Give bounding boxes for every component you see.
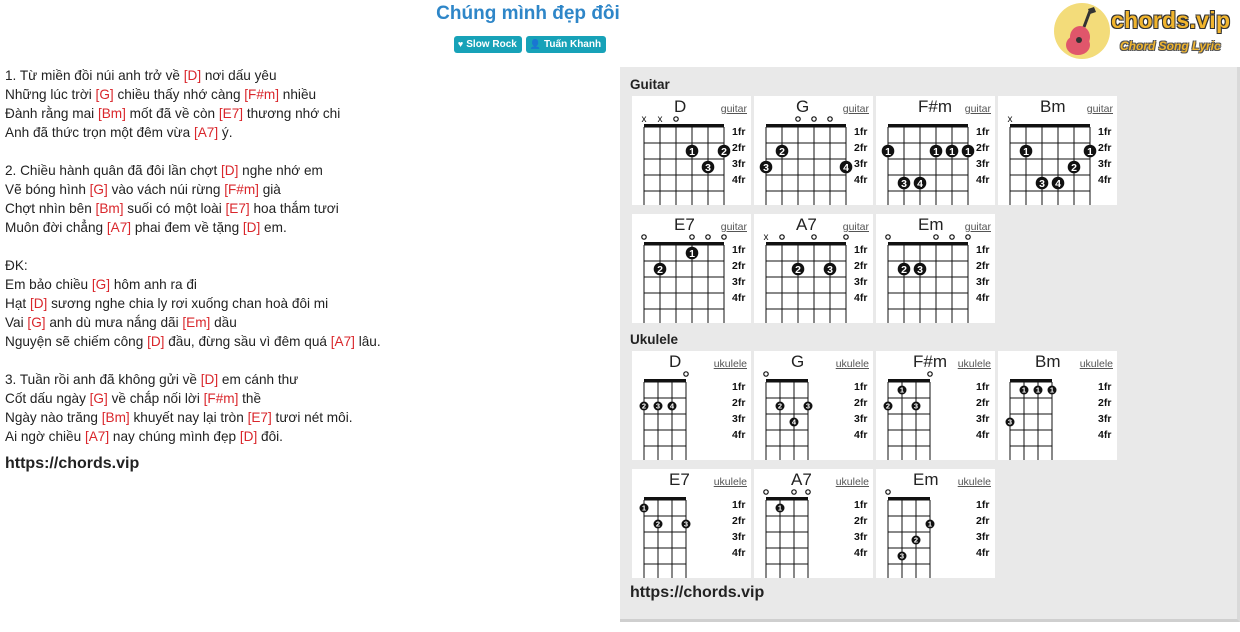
finger-number: 1: [1035, 385, 1041, 395]
finger-number: 3: [683, 519, 689, 529]
finger-number: 1: [1049, 385, 1055, 395]
fret-label: 3fr: [976, 276, 990, 288]
finger-number: 1: [885, 145, 891, 158]
fret-label: 1fr: [854, 381, 868, 393]
finger-number: 2: [641, 401, 647, 411]
chord-marker[interactable]: [D]: [221, 163, 239, 178]
muted-string-marker: x: [1007, 114, 1013, 125]
fretboard-diagram: [754, 351, 873, 460]
ukulele-link[interactable]: ukulele: [1079, 358, 1113, 370]
ukulele-chord-card[interactable]: [754, 351, 873, 460]
ukulele-chord-card[interactable]: [998, 351, 1117, 460]
finger-number: 3: [901, 177, 907, 190]
finger-number: 4: [791, 417, 797, 427]
muted-string-marker: x: [657, 114, 663, 125]
finger-number: 2: [655, 519, 661, 529]
finger-number: 1: [777, 503, 783, 513]
chord-name: E7: [674, 215, 695, 234]
chord-name: A7: [791, 470, 812, 489]
lyric-line: [5, 332, 605, 351]
fret-label: 4fr: [854, 292, 868, 304]
fret-label: 4fr: [976, 429, 990, 441]
lyric-text: Đành rằng mai: [5, 106, 98, 121]
open-string-marker: [812, 117, 816, 121]
lyric-text: phai đem về tặng: [131, 220, 243, 235]
chord-marker[interactable]: [F#m]: [203, 391, 239, 406]
finger-number: 2: [885, 401, 891, 411]
lyric-text: Cốt dấu ngày: [5, 391, 90, 406]
chord-name: F#m: [918, 97, 952, 116]
fret-label: 3fr: [976, 413, 990, 425]
lyric-text: khuyết nay lại tròn: [129, 410, 248, 425]
chord-name: G: [796, 97, 810, 116]
fret-label: 2fr: [854, 515, 868, 527]
chord-marker[interactable]: [G]: [95, 87, 114, 102]
lyric-text: vào vách núi rừng: [107, 182, 225, 197]
lyric-line: [5, 313, 605, 332]
lyric-text: chiều thấy nhớ càng: [113, 87, 245, 102]
fret-label: 1fr: [732, 381, 746, 393]
fret-label: 3fr: [854, 158, 868, 170]
open-string-marker: [792, 490, 796, 494]
chord-marker[interactable]: [A7]: [106, 220, 132, 235]
finger-number: 1: [1021, 385, 1027, 395]
chord-marker[interactable]: [D]: [183, 68, 202, 83]
artist-label: Tuấn Khanh: [544, 39, 602, 50]
fret-label: 1fr: [976, 499, 990, 511]
fret-label: 2fr: [854, 142, 868, 154]
lyric-text: đôi.: [257, 429, 283, 444]
fret-label: 1fr: [1098, 126, 1112, 138]
chord-name: Em: [918, 215, 944, 234]
finger-number: 2: [779, 145, 785, 158]
genre-badge[interactable]: [454, 36, 522, 53]
lyric-text: tươi nét môi.: [271, 410, 353, 425]
fret-label: 1fr: [854, 126, 868, 138]
fret-label: 4fr: [854, 174, 868, 186]
lyric-line: [5, 199, 605, 218]
ukulele-chord-card[interactable]: [632, 469, 751, 578]
ukulele-chord-card[interactable]: [754, 469, 873, 578]
guitar-chord-card[interactable]: [998, 96, 1117, 205]
chord-marker[interactable]: [Bm]: [97, 106, 126, 121]
finger-number: 4: [669, 401, 675, 411]
logo-tagline: Chord Song Lyric: [1120, 39, 1221, 53]
fretboard-diagram: [876, 469, 995, 578]
finger-number: 1: [641, 503, 647, 513]
fret-label: 4fr: [854, 429, 868, 441]
chord-name: F#m: [913, 352, 947, 371]
open-string-marker: [844, 235, 848, 239]
fret-label: 3fr: [976, 158, 990, 170]
open-string-marker: [812, 235, 816, 239]
chord-marker[interactable]: [F#m]: [224, 182, 259, 197]
fret-label: 1fr: [976, 381, 990, 393]
finger-number: 2: [1071, 161, 1077, 174]
lyric-line: [5, 123, 605, 142]
fret-label: 3fr: [732, 276, 746, 288]
fret-label: 4fr: [1098, 429, 1112, 441]
fret-label: 2fr: [854, 260, 868, 272]
fretboard-diagram: [754, 469, 873, 578]
song-badges: [0, 36, 1060, 53]
finger-number: 1: [965, 145, 971, 158]
lyric-line: [5, 275, 605, 294]
finger-number: 2: [777, 401, 783, 411]
lyric-text: ý.: [218, 125, 233, 140]
ukulele-link[interactable]: ukulele: [713, 358, 747, 370]
footer-url[interactable]: https://chords.vip: [5, 455, 140, 472]
chord-marker[interactable]: [G]: [89, 391, 108, 406]
guitar-link[interactable]: guitar: [720, 103, 747, 115]
chord-name: A7: [796, 215, 817, 234]
lyric-text: già: [258, 182, 281, 197]
fret-label: 1fr: [732, 499, 746, 511]
chord-marker[interactable]: [D]: [239, 429, 258, 444]
fret-label: 4fr: [976, 174, 990, 186]
finger-number: 1: [1087, 145, 1093, 158]
fretboard-diagram: [632, 351, 751, 460]
chord-marker[interactable]: [A7]: [330, 334, 355, 349]
guitar-chord-card[interactable]: [632, 96, 751, 205]
open-string-marker: [806, 490, 810, 494]
chord-marker[interactable]: [A7]: [84, 429, 110, 444]
lyric-text: ĐK:: [5, 258, 28, 273]
finger-number: 1: [949, 145, 955, 158]
lyric-text: thương nhớ chi: [243, 106, 341, 121]
lyric-line: [5, 389, 605, 408]
finger-number: 3: [1039, 177, 1045, 190]
logo-brand: chords.vip: [1111, 7, 1231, 33]
lyric-text: thề: [238, 391, 262, 406]
open-string-marker: [764, 372, 768, 376]
lyric-line: [5, 85, 605, 104]
lyric-text: nhiều: [279, 87, 317, 102]
guitar-chord-card[interactable]: [754, 214, 873, 323]
open-string-marker: [706, 235, 710, 239]
finger-number: 3: [763, 161, 769, 174]
finger-number: 3: [899, 551, 905, 561]
chord-marker[interactable]: [D]: [29, 296, 48, 311]
finger-number: 2: [913, 535, 919, 545]
user-icon: 👤: [529, 39, 542, 49]
lyric-text: nơi dấu yêu: [201, 68, 277, 83]
fret-label: 1fr: [1098, 381, 1112, 393]
fretboard-diagram: [876, 351, 995, 460]
finger-number: 3: [917, 263, 923, 276]
finger-number: 1: [689, 145, 695, 158]
guitar-chord-card[interactable]: [632, 214, 751, 323]
lyric-line: [5, 66, 605, 85]
guitar-link[interactable]: guitar: [964, 221, 991, 233]
open-string-marker: [674, 117, 678, 121]
fret-label: 3fr: [1098, 413, 1112, 425]
fret-label: 2fr: [976, 515, 990, 527]
lyric-line: [5, 180, 605, 199]
chord-name: D: [674, 97, 687, 116]
fret-label: 2fr: [1098, 397, 1112, 409]
finger-number: 3: [655, 401, 661, 411]
guitar-chord-card[interactable]: [876, 96, 995, 205]
ukulele-link[interactable]: ukulele: [957, 358, 991, 370]
fret-label: 2fr: [732, 397, 746, 409]
lyric-text: anh dù mưa nắng dãi: [45, 315, 183, 330]
ukulele-link[interactable]: ukulele: [835, 358, 869, 370]
lyric-line: [5, 218, 605, 237]
ukulele-chord-card[interactable]: [876, 351, 995, 460]
open-string-marker: [928, 372, 932, 376]
lyric-line: [5, 351, 605, 370]
lyric-text: em cánh thư: [218, 372, 299, 387]
lyric-text: hoa thắm tươi: [249, 201, 339, 216]
fretboard-diagram: [876, 214, 995, 323]
finger-number: 4: [843, 161, 849, 174]
fret-label: 3fr: [854, 531, 868, 543]
ukulele-link[interactable]: ukulele: [957, 476, 991, 488]
open-string-marker: [780, 235, 784, 239]
guitar-heading: Guitar: [630, 77, 670, 92]
finger-number: 4: [1055, 177, 1061, 190]
song-title: Chúng mình đẹp đôi: [436, 3, 620, 24]
fret-label: 2fr: [732, 142, 746, 154]
chord-marker[interactable]: [G]: [91, 277, 111, 292]
lyric-text: Vẽ bóng hình: [5, 182, 90, 197]
lyric-line: [5, 256, 605, 275]
open-string-marker: [684, 372, 688, 376]
fret-label: 2fr: [1098, 142, 1112, 154]
lyric-text: dầu: [210, 315, 237, 330]
fret-label: 4fr: [976, 292, 990, 304]
lyric-text: Những lúc trời: [5, 87, 96, 102]
guitar-chord-card[interactable]: [876, 214, 995, 323]
chord-marker[interactable]: [E7]: [218, 106, 244, 121]
fretboard-diagram: [876, 96, 995, 205]
ukulele-link[interactable]: ukulele: [713, 476, 747, 488]
lyric-text: đầu, đừng sầu vì đêm quá: [164, 334, 331, 349]
finger-number: 1: [689, 247, 695, 260]
chord-marker[interactable]: [A7]: [193, 125, 219, 140]
fret-label: 1fr: [976, 126, 990, 138]
finger-number: 3: [705, 161, 711, 174]
muted-string-marker: x: [763, 232, 769, 243]
lyric-text: Chợt nhìn bên: [5, 201, 96, 216]
fret-label: 3fr: [976, 531, 990, 543]
fret-label: 4fr: [976, 547, 990, 559]
lyric-line: [5, 237, 605, 256]
fret-label: 1fr: [976, 244, 990, 256]
lyric-text: 2. Chiều hành quân đã đôi lần chợt: [5, 163, 221, 178]
lyric-text: suối có một loài: [123, 201, 226, 216]
fret-label: 3fr: [1098, 158, 1112, 170]
ukulele-link[interactable]: ukulele: [835, 476, 869, 488]
chord-panel: [620, 67, 1240, 622]
fret-label: 4fr: [732, 292, 746, 304]
chord-marker[interactable]: [E7]: [247, 410, 272, 425]
genre-label: Slow Rock: [466, 39, 517, 50]
lyric-text: em.: [260, 220, 287, 235]
lyric-text: Vai: [5, 315, 28, 330]
open-string-marker: [950, 235, 954, 239]
fret-label: 1fr: [854, 499, 868, 511]
open-string-marker: [828, 117, 832, 121]
fret-label: 3fr: [732, 531, 746, 543]
finger-number: 4: [917, 177, 923, 190]
finger-number: 2: [721, 145, 727, 158]
panel-url[interactable]: https://chords.vip: [630, 584, 765, 601]
finger-number: 2: [657, 263, 663, 276]
open-string-marker: [796, 117, 800, 121]
chord-marker[interactable]: [G]: [27, 315, 46, 330]
chord-name: Em: [913, 470, 939, 489]
lyric-line: [5, 142, 605, 161]
finger-number: 1: [1023, 145, 1029, 158]
chord-name: Bm: [1040, 97, 1066, 116]
site-logo[interactable]: [1054, 3, 1234, 61]
lyric-text: Nguyện sẽ chiếm công: [5, 334, 148, 349]
finger-number: 2: [901, 263, 907, 276]
ukulele-chord-card[interactable]: [876, 469, 995, 578]
artist-badge[interactable]: [526, 36, 606, 53]
lyric-text: Muôn đời chẳng: [5, 220, 107, 235]
lyric-line: [5, 294, 605, 313]
fretboard-diagram: [754, 214, 873, 323]
open-string-marker: [722, 235, 726, 239]
open-string-marker: [886, 490, 890, 494]
fret-label: 1fr: [732, 244, 746, 256]
chord-marker[interactable]: [G]: [89, 182, 108, 197]
lyric-lines: [5, 66, 605, 446]
open-string-marker: [934, 235, 938, 239]
open-string-marker: [764, 490, 768, 494]
finger-number: 1: [927, 519, 933, 529]
open-string-marker: [690, 235, 694, 239]
fretboard-diagram: [632, 214, 751, 323]
lyrics-block: [5, 66, 605, 473]
ukulele-heading: Ukulele: [630, 332, 679, 347]
finger-number: 3: [913, 401, 919, 411]
fret-label: 4fr: [732, 174, 746, 186]
fretboard-diagram: [998, 96, 1117, 205]
lyric-line: [5, 104, 605, 123]
guitar-link[interactable]: guitar: [720, 221, 747, 233]
chord-marker[interactable]: [Bm]: [101, 410, 130, 425]
chord-marker[interactable]: [D]: [147, 334, 165, 349]
finger-number: 2: [795, 263, 801, 276]
chord-name: E7: [669, 470, 690, 489]
fretboard-diagram: [632, 96, 751, 205]
muted-string-marker: x: [641, 114, 647, 125]
lyric-text: Anh đã thức trọn một đêm vừa: [5, 125, 194, 140]
lyric-text: Hạt: [5, 296, 30, 311]
lyric-text: hôm anh ra đi: [110, 277, 197, 292]
open-string-marker: [642, 235, 646, 239]
lyric-line: [5, 370, 605, 389]
fret-label: 2fr: [732, 260, 746, 272]
guitar-link[interactable]: guitar: [1086, 103, 1113, 115]
open-string-marker: [966, 235, 970, 239]
fret-label: 2fr: [732, 515, 746, 527]
lyric-text: Ngày nào trăng: [5, 410, 102, 425]
heart-icon: ♥: [457, 39, 464, 49]
guitar-logo-icon: [1054, 3, 1110, 59]
fret-label: 4fr: [732, 547, 746, 559]
fret-label: 1fr: [854, 244, 868, 256]
fret-label: 2fr: [976, 142, 990, 154]
chord-name: G: [791, 352, 805, 371]
lyric-line: [5, 161, 605, 180]
guitar-chord-card[interactable]: [754, 96, 873, 205]
fretboard-diagram: [998, 351, 1117, 460]
fret-label: 4fr: [1098, 174, 1112, 186]
lyric-text: lâu.: [354, 334, 381, 349]
fret-label: 4fr: [732, 429, 746, 441]
guitar-link[interactable]: guitar: [964, 103, 991, 115]
finger-number: 3: [827, 263, 833, 276]
chord-marker[interactable]: [Bm]: [95, 201, 124, 216]
ukulele-chord-card[interactable]: [632, 351, 751, 460]
lyric-text: 1. Từ miền đồi núi anh trở về: [5, 68, 184, 83]
fret-label: 3fr: [854, 413, 868, 425]
lyric-text: Ai ngờ chiều: [5, 429, 85, 444]
chord-marker[interactable]: [D]: [242, 220, 261, 235]
chord-name: Bm: [1035, 352, 1061, 371]
chord-marker[interactable]: [F#m]: [244, 87, 280, 102]
fret-label: 1fr: [732, 126, 746, 138]
fretboard-diagram: [754, 96, 873, 205]
fret-label: 2fr: [976, 260, 990, 272]
lyric-text: nghe nhớ em: [238, 163, 323, 178]
lyric-text: nay chúng mình đẹp: [109, 429, 240, 444]
open-string-marker: [886, 235, 890, 239]
chord-marker[interactable]: [Em]: [182, 315, 211, 330]
finger-number: 3: [1007, 417, 1013, 427]
chord-marker[interactable]: [D]: [200, 372, 219, 387]
lyric-line: [5, 408, 605, 427]
fret-label: 2fr: [976, 397, 990, 409]
lyric-text: sương nghe chia ly rơi xuống chan hoà đôi mi: [47, 296, 329, 311]
fret-label: 2fr: [854, 397, 868, 409]
chord-name: D: [669, 352, 682, 371]
finger-number: 1: [933, 145, 939, 158]
lyric-line: [5, 427, 605, 446]
guitar-link[interactable]: guitar: [842, 221, 869, 233]
lyric-text: 3. Tuần rồi anh đã không gửi về: [5, 372, 201, 387]
fret-label: 3fr: [732, 413, 746, 425]
fret-label: 3fr: [732, 158, 746, 170]
chord-marker[interactable]: [E7]: [225, 201, 250, 216]
fret-label: 4fr: [854, 547, 868, 559]
lyric-text: Em bảo chiều: [5, 277, 92, 292]
finger-number: 1: [899, 385, 905, 395]
finger-number: 3: [805, 401, 811, 411]
lyric-text: về chắp nối lời: [107, 391, 204, 406]
fretboard-diagram: [632, 469, 751, 578]
lyric-text: mốt đã về còn: [125, 106, 219, 121]
fret-label: 3fr: [854, 276, 868, 288]
guitar-link[interactable]: guitar: [842, 103, 869, 115]
